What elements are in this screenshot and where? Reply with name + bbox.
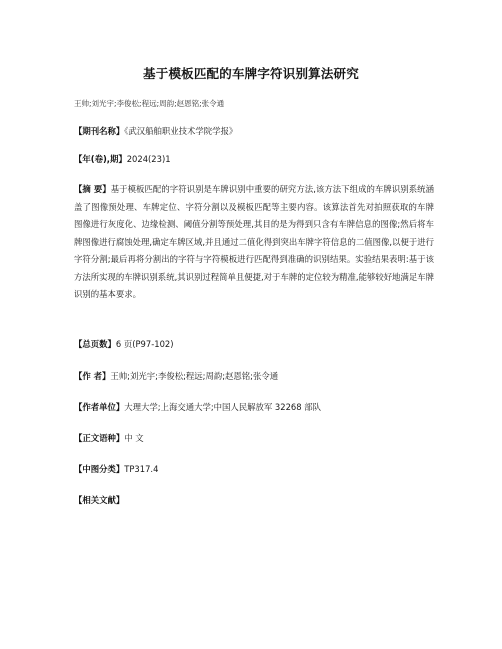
abstract-field [74, 181, 434, 304]
author-field [74, 368, 434, 386]
related-field [74, 492, 434, 510]
authors-line: 王帅;刘光宇;李俊松;程远;周韵;赵恩铭;张令通 [74, 99, 225, 108]
abstract-value: 基于模板匹配的字符识别是车牌识别中重要的研究方法,该方法下组成的车牌识别系统涵盖了图像预处理、车牌定位、字符分割以及模板匹配等主要内容。该算法首先对拍照获取的车牌图像进行灰度化、边缘检测、阈值分割等预处理,其目的是为得到只含有车牌信息的图像;然后将车牌图像进行腐蚀处理,确定车牌区域,并且通过二值化得到突出车牌字符信息的二值图像,以便于进行字符分割;最后再将分割出的字符与字符模板进行匹配得到准确的识别结果。实验结果表明:基于该方法所实现的车牌识别系统,其识别过程简单且便捷,对于车牌的定位较为精准,能够较好地满足车牌识别的基本要求。 [74, 184, 434, 299]
author-label: 【作 者】 [74, 371, 111, 381]
classification-field [74, 461, 434, 479]
classification-value: TP317.4 [124, 464, 159, 474]
journal-label: 【期刊名称】 [74, 126, 125, 136]
author-value: 王帅;刘光宇;李俊松;程远;周韵;赵恩铭;张令通 [110, 371, 279, 381]
pages-label: 【总页数】 [74, 339, 116, 349]
language-value: 中 文 [124, 433, 144, 443]
related-label: 【相关文献】 [74, 495, 125, 505]
journal-value: 《武汉船舶职业技术学院学报》 [124, 126, 238, 136]
year-issue-field [74, 151, 434, 169]
year-issue-value: 2024(23)1 [126, 154, 171, 164]
affiliation-field [74, 399, 434, 417]
page-title: 基于模板匹配的车牌字符识别算法研究 [143, 66, 359, 81]
pages-field [74, 336, 434, 354]
affiliation-label: 【作者单位】 [74, 402, 125, 412]
classification-label: 【中图分类】 [74, 464, 125, 474]
year-issue-label: 【年(卷),期】 [74, 154, 127, 164]
abstract-label: 【摘 要】 [74, 184, 111, 194]
pages-value: 6 页(P97-102) [115, 339, 174, 349]
language-field [74, 430, 434, 448]
affiliation-value: 大理大学;上海交通大学;中国人民解放军 32268 部队 [124, 402, 321, 412]
language-label: 【正文语种】 [74, 433, 125, 443]
journal-field [74, 123, 434, 141]
